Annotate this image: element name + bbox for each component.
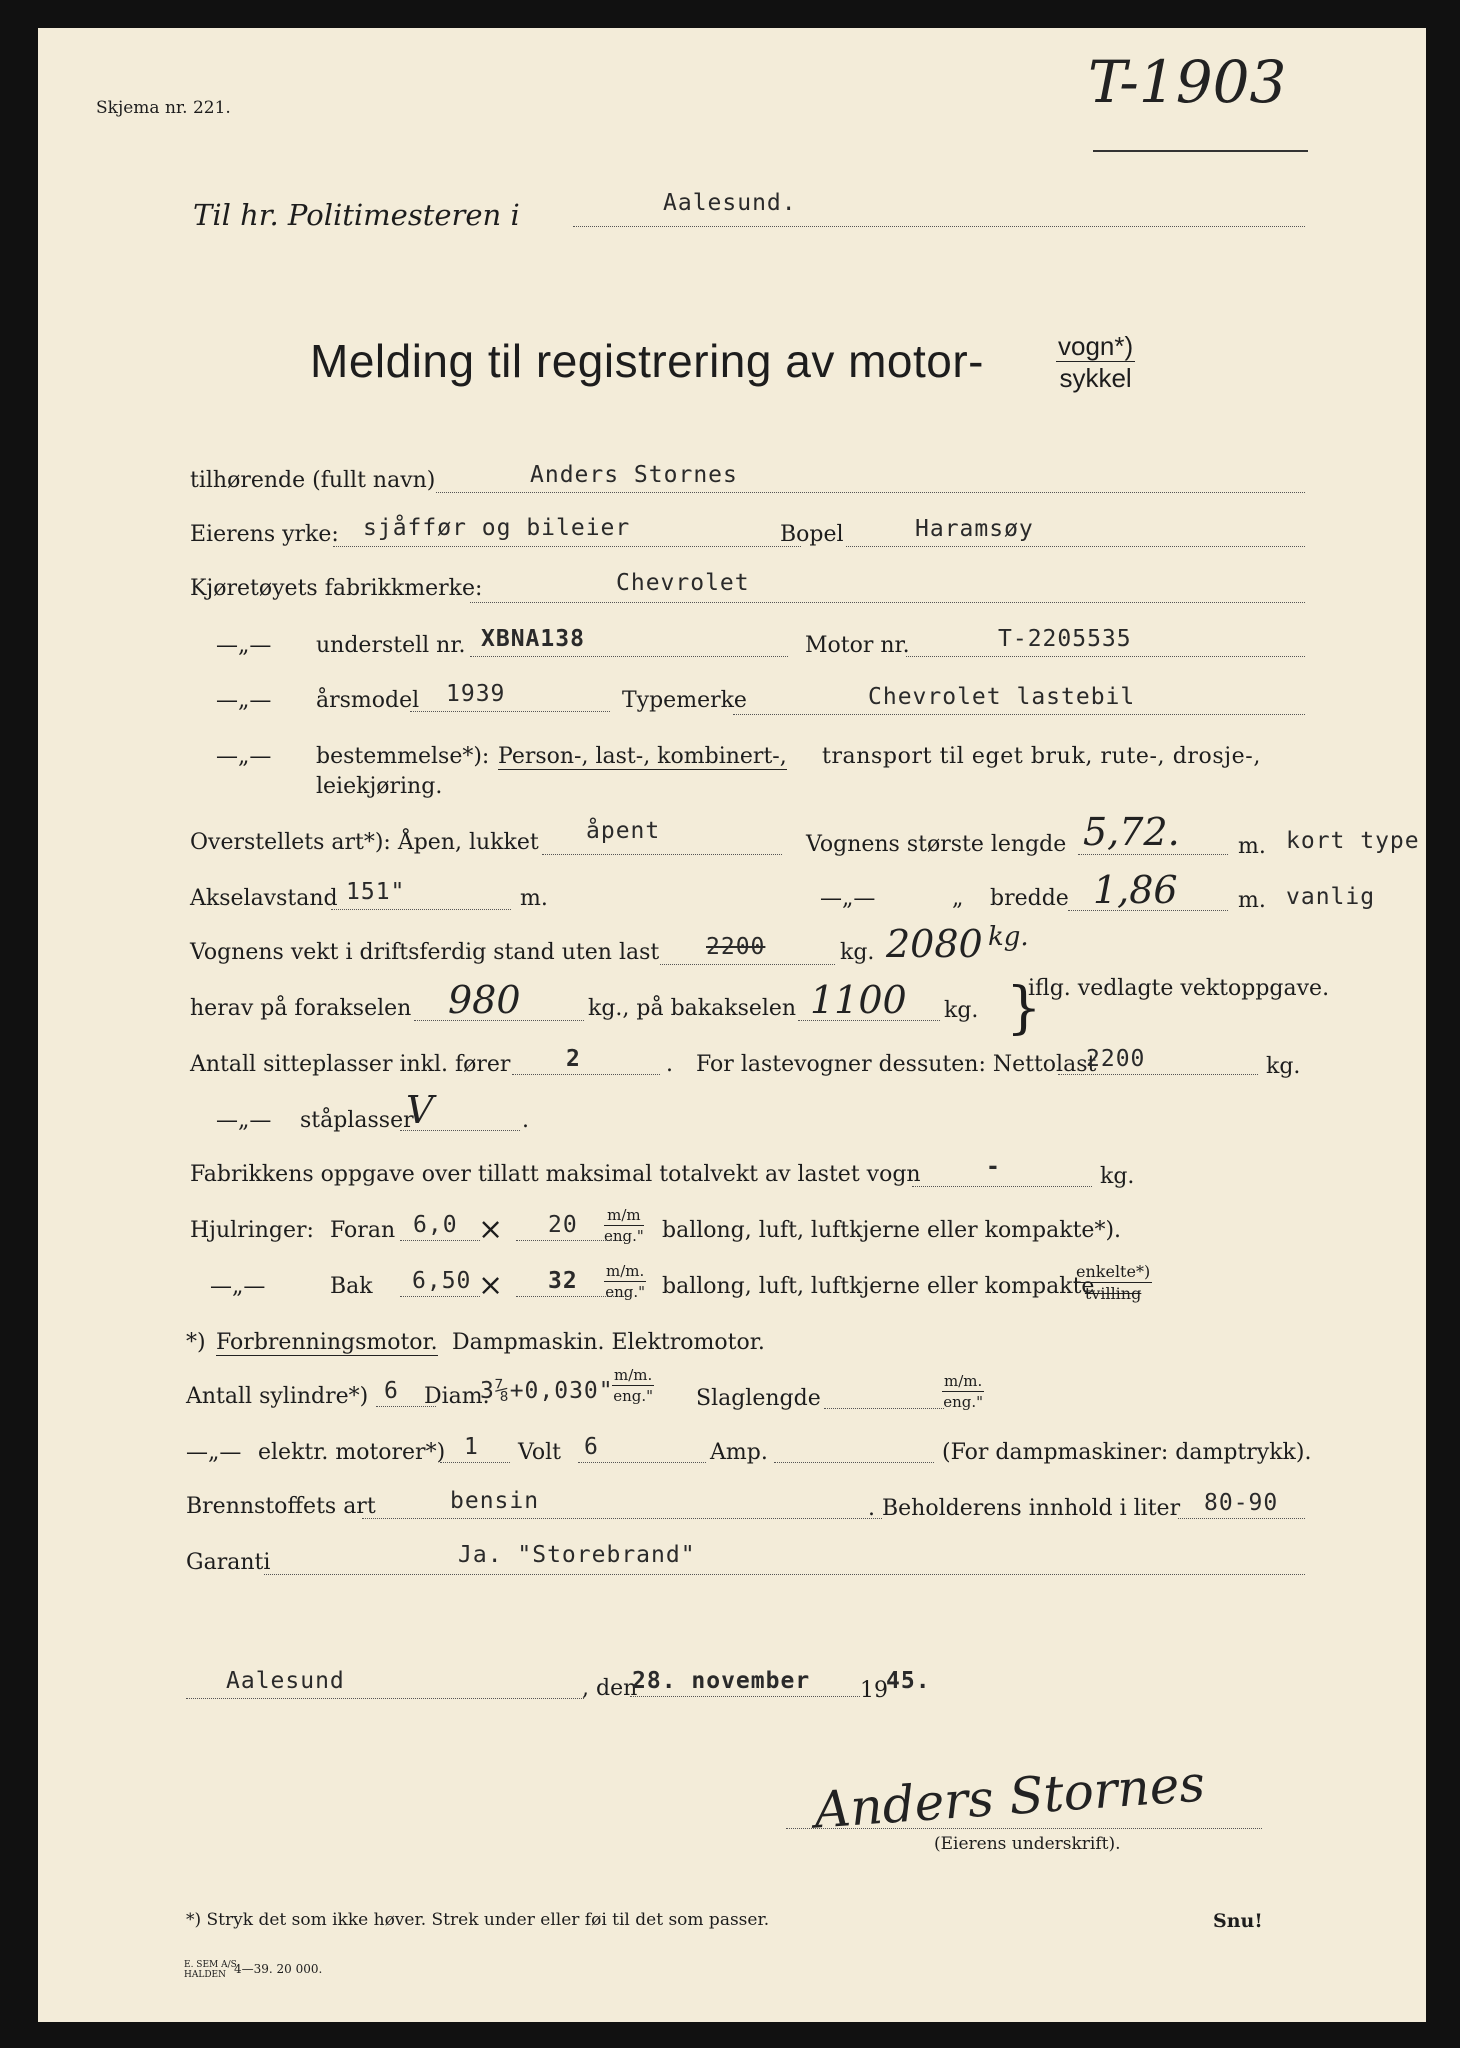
max-weight-label: Fabrikkens oppgave over tillatt maksimal totalvekt av lastet vogn: [190, 1162, 921, 1187]
cargo-value: 2200: [1086, 1046, 1146, 1072]
title-option-sykkel: sykkel: [1059, 363, 1132, 393]
tires-front-width-line: [400, 1240, 480, 1241]
turn-over: Snu!: [1213, 1910, 1263, 1932]
printer-code: 4—39. 20 000.: [234, 1962, 323, 1976]
model-year-label: årsmodel: [316, 688, 420, 713]
type-line: [733, 714, 1305, 715]
width-value: 1,86: [1093, 868, 1178, 912]
addressee-value: Aalesund.: [663, 190, 797, 216]
fuel-line: [362, 1518, 882, 1519]
purpose-line2: leiekjøring.: [316, 774, 443, 799]
signature-caption: (Eierens underskrift).: [934, 1834, 1121, 1854]
fuel-label: Brennstoffets art: [186, 1494, 376, 1519]
length-line: [1078, 854, 1228, 855]
fuel-value: bensin: [450, 1488, 540, 1514]
front-axle-label: herav på forakselen: [190, 996, 412, 1021]
width-prefix: —„—: [820, 886, 876, 911]
tires-front-position: Foran: [330, 1218, 396, 1243]
weight-unit: kg.: [840, 940, 875, 965]
tires-rear-prefix: —„—: [210, 1274, 266, 1299]
type-value: Chevrolet lastebil: [868, 684, 1136, 710]
body-value: åpent: [586, 818, 661, 844]
printer-mark: [184, 1960, 237, 1980]
purpose-selected-options: Person-, last-, kombinert-,: [498, 744, 787, 769]
wheelbase-label: Akselavstand: [190, 886, 338, 911]
weight-label: Vognens vekt i driftsferdig stand uten last: [190, 940, 660, 965]
title-option-vogn: vogn*): [1058, 331, 1134, 361]
wheelbase-line: [331, 909, 511, 910]
weight-struck-value: 2200: [706, 934, 766, 960]
electric-line: [440, 1462, 510, 1463]
max-weight-line: [912, 1186, 1092, 1187]
year-value: 45.: [886, 1668, 931, 1694]
chassis-line: [470, 656, 788, 657]
seats-label: Antall sitteplasser inkl. fører: [190, 1052, 511, 1077]
diameter-unit-eng: eng.": [613, 1387, 654, 1405]
addressee-line: [573, 226, 1305, 227]
tank-label: . Beholderens innhold i liter: [868, 1496, 1181, 1521]
form-number: Skjema nr. 221.: [96, 98, 231, 118]
wheelbase-unit: m.: [520, 886, 548, 911]
max-weight-value: -: [986, 1154, 1001, 1180]
rear-axle-line: [798, 1020, 940, 1021]
body-label: Overstellets art*): Åpen, lukket: [190, 830, 539, 855]
width-line: [1068, 910, 1228, 911]
engine-line: [906, 656, 1305, 657]
tires-rear-times: ×: [478, 1268, 504, 1303]
owner-value: Anders Stornes: [530, 462, 738, 488]
title-options: [1056, 333, 1135, 391]
tires-rear-width: 6,50: [412, 1268, 472, 1294]
tires-rear-unit: [604, 1264, 646, 1300]
axle-brace: }: [1006, 976, 1042, 1041]
stroke-unit-eng: eng.": [943, 1393, 984, 1411]
standing-line: [400, 1130, 520, 1131]
length-label: Vognens største lengde: [806, 832, 1067, 857]
place-value: Aalesund: [226, 1668, 345, 1694]
tires-front-types: ballong, luft, luftkjerne eller kompakte*).: [662, 1218, 1122, 1243]
weight-handwritten-unit: kg.: [988, 922, 1029, 952]
weight-line: [660, 964, 835, 965]
rear-axle-value: 1100: [810, 978, 907, 1022]
diameter-value: 3⅞+0,030": [480, 1378, 614, 1404]
width-note: vanlig: [1286, 884, 1376, 910]
chassis-value: XBNA138: [481, 626, 585, 652]
diameter-label: Diam.: [424, 1384, 490, 1409]
make-label: Kjøretøyets fabrikkmerke:: [190, 576, 483, 601]
make-line: [470, 602, 1305, 603]
max-weight-unit: kg.: [1100, 1164, 1135, 1189]
length-note: kort type: [1286, 828, 1420, 854]
tires-front-diameter: 20: [548, 1212, 578, 1238]
wheelbase-value: 151": [346, 879, 406, 905]
stroke-label: Slaglengde: [696, 1386, 821, 1411]
model-year-prefix: —„—: [216, 688, 272, 713]
motor-type-star: *): [186, 1330, 206, 1355]
stroke-line: [824, 1408, 944, 1409]
volt-label: Volt: [518, 1440, 561, 1465]
cylinders-label: Antall sylindre*): [186, 1384, 369, 1409]
make-value: Chevrolet: [616, 570, 750, 596]
owner-line: [436, 492, 1305, 493]
diameter-unit: [612, 1368, 654, 1404]
body-line: [542, 854, 782, 855]
amp-label: Amp.: [710, 1440, 768, 1465]
model-year-value: 1939: [446, 681, 506, 707]
standing-separator: .: [522, 1108, 529, 1133]
stroke-unit-mm: m/m.: [944, 1372, 983, 1390]
seats-separator: .: [666, 1052, 673, 1077]
front-axle-line: [414, 1020, 584, 1021]
tires-front-unit: [604, 1208, 644, 1244]
tires-rear-types: ballong, luft, luftkjerne eller kompakte: [662, 1274, 1095, 1299]
tires-rear-width-line: [400, 1296, 480, 1297]
motor-type-others: Dampmaskin. Elektromotor.: [452, 1330, 765, 1355]
occupation-value: sjåffør og bileier: [363, 515, 631, 541]
tires-front-width: 6,0: [413, 1212, 458, 1238]
electric-value: 1: [464, 1434, 479, 1460]
date-value: 28. november: [632, 1668, 811, 1694]
cargo-label: For lastevogner dessuten: Nettolast: [696, 1052, 1097, 1077]
steam-note: (For dampmaskiner: damptrykk).: [942, 1440, 1312, 1465]
rear-axle-label: kg., på bakakselen: [588, 996, 797, 1021]
motor-type-selected: Forbrenningsmotor.: [216, 1330, 438, 1355]
occupation-line: [333, 546, 801, 547]
tires-front-unit-eng: eng.": [604, 1227, 644, 1245]
guarantee-label: Garanti: [186, 1550, 271, 1575]
diameter-unit-mm: m/m.: [614, 1366, 653, 1384]
residence-label: Bopel: [780, 522, 844, 547]
purpose-label: bestemmelse*):: [316, 744, 490, 769]
rear-axle-unit: kg.: [944, 998, 979, 1023]
type-label: Typemerke: [622, 688, 747, 713]
residence-line: [846, 546, 1305, 547]
tires-label: Hjulringer:: [190, 1218, 314, 1243]
tires-rear-option-twin: tvilling: [1084, 1284, 1142, 1303]
registration-form-page: [38, 28, 1426, 2022]
tires-rear-unit-mm: m/m.: [606, 1262, 645, 1280]
stroke-unit: [942, 1374, 984, 1410]
electric-prefix: —„—: [186, 1440, 242, 1465]
engine-label: Motor nr.: [805, 633, 910, 658]
occupation-label: Eierens yrke:: [190, 522, 339, 547]
year-prefix: 19: [860, 1678, 888, 1703]
purpose-prefix: —„—: [216, 744, 272, 769]
owner-signature: Anders Stornes: [812, 1754, 1207, 1840]
printer-line1: E. SEM A/S: [184, 1960, 237, 1970]
residence-value: Haramsøy: [915, 516, 1034, 542]
guarantee-value: Ja. "Storebrand": [458, 1542, 696, 1568]
length-value: 5,72.: [1083, 810, 1180, 854]
chassis-label: understell nr.: [316, 633, 466, 658]
owner-label: tilhørende (fullt navn): [190, 468, 436, 493]
cylinders-value: 6: [384, 1378, 399, 1404]
reference-number: T-1903: [1088, 48, 1287, 116]
length-unit: m.: [1238, 834, 1266, 859]
place-line: [186, 1698, 584, 1699]
seats-value: 2: [566, 1046, 581, 1072]
volt-line: [578, 1462, 706, 1463]
seats-line: [512, 1074, 660, 1075]
addressee-label: Til hr. Politimesteren i: [193, 198, 520, 232]
printer-line2: HALDEN: [184, 1970, 226, 1980]
weight-value: 2080: [886, 922, 983, 966]
amp-line: [774, 1462, 934, 1463]
width-unit: m.: [1238, 888, 1266, 913]
weight-note: iflg. vedlagte vektoppgave.: [1028, 976, 1330, 1001]
electric-label: elektr. motorer*): [258, 1440, 446, 1465]
form-title: Melding til registrering av motor-: [310, 335, 985, 387]
tires-rear-diameter: 32: [548, 1268, 578, 1294]
purpose-other-options: transport til eget bruk, rute-, drosje-,: [822, 744, 1261, 769]
tires-rear-mount-options: [1074, 1264, 1152, 1302]
front-axle-value: 980: [448, 978, 521, 1022]
signature-line: [786, 1828, 1262, 1829]
tires-front-times: ×: [478, 1212, 504, 1247]
tank-line: [1178, 1518, 1305, 1519]
guarantee-line: [264, 1574, 1305, 1575]
date-den: , den: [582, 1676, 638, 1701]
reference-underline: [1093, 150, 1308, 152]
tires-rear-position: Bak: [330, 1274, 373, 1299]
date-line: [630, 1696, 860, 1697]
engine-value: T-2205535: [998, 626, 1132, 652]
tires-rear-unit-eng: eng.": [605, 1283, 646, 1301]
footnote: *) Stryk det som ikke høver. Strek under eller føi til det som passer.: [186, 1910, 770, 1930]
cargo-unit: kg.: [1266, 1054, 1301, 1079]
tires-rear-option-single: enkelte*): [1076, 1262, 1151, 1281]
volt-value: 6: [584, 1434, 599, 1460]
width-label: bredde: [990, 886, 1069, 911]
standing-prefix: —„—: [216, 1108, 272, 1133]
tank-value: 80-90: [1204, 1490, 1279, 1516]
cargo-line: [1058, 1074, 1258, 1075]
tires-front-unit-mm: m/m: [604, 1208, 644, 1226]
standing-value: V: [406, 1088, 434, 1132]
chassis-prefix: —„—: [216, 633, 272, 658]
model-year-line: [410, 711, 610, 712]
width-quote: „: [952, 886, 964, 911]
standing-label: ståplasser: [300, 1108, 414, 1133]
